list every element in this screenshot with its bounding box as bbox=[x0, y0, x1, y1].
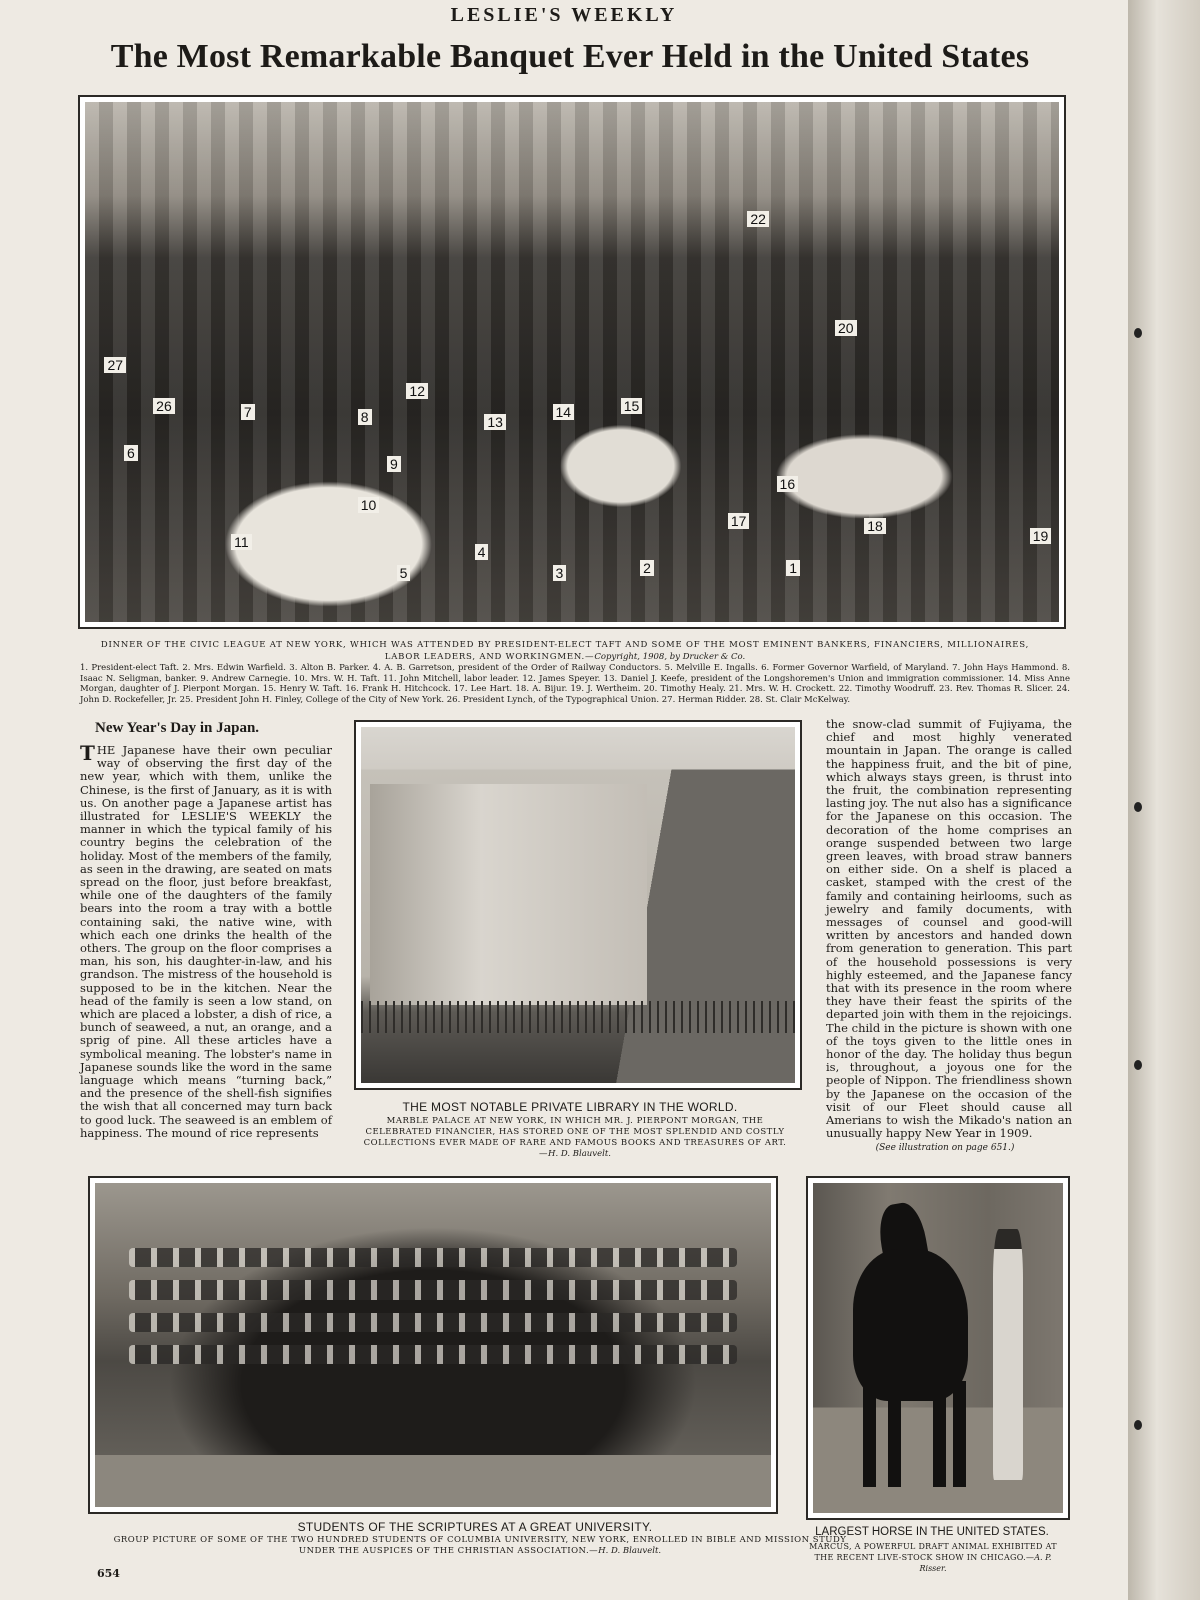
banquet-person-number: 27 bbox=[104, 357, 126, 373]
banquet-person-number: 17 bbox=[728, 513, 750, 529]
banquet-person-number: 1 bbox=[786, 560, 800, 576]
binding-pin bbox=[1134, 1420, 1142, 1430]
library-fence bbox=[361, 1001, 795, 1033]
banquet-person-number: 5 bbox=[397, 565, 411, 581]
horse-leg bbox=[953, 1381, 966, 1487]
page-number: 654 bbox=[97, 1567, 120, 1580]
banquet-person-number: 10 bbox=[358, 497, 380, 513]
see-illustration-note: (See illustration on page 651.) bbox=[875, 1143, 1015, 1153]
article-column-1-text: HE Japanese have their own peculiar way of observing the first day of the new year, which with them, unlike the Chinese, is the first of January, as it is with us. On another page a Japanese artist has illustrated for LESLIE'S WEEKLY the manner in which the typical family of his country begins the celebration of the holiday. Most of the members of the family, as seen in the drawing, are seated on mats spread on the floor, just before breakfast, while one of the daughters of the family bears into the room a tray with a bottle containing saki, the native wine, with which each one drinks the health of the others. The group on the floor comprises a man, his son, his daughter-in-law, and his grandson. The mistress of the household is supposed to be in the kitchen. Near the head of the family is seen a low stand, on which are placed a lobster, a dish of rice, a bunch of seaweed, a nut, an orange, and a sprig of pine. All these articles have a symbolical meaning. The lobster's name in Japanese sounds like the word in the same language which means “turning back,” and the presence of the shell-fish signifies the wish that all concerned may turn back to good luck. The seaweed is an emblem of happiness. The mound of rice represents bbox=[80, 743, 332, 1140]
horse-caption-text: MARCUS, A POWERFUL DRAFT ANIMAL EXHIBITED AT THE RECENT LIVE-STOCK SHOW IN CHICAGO.— bbox=[809, 1542, 1057, 1562]
library-caption-credit: H. D. Blauvelt. bbox=[548, 1149, 611, 1159]
banquet-person-number: 8 bbox=[358, 409, 372, 425]
students-photo-image bbox=[95, 1183, 771, 1507]
banquet-person-number: 26 bbox=[153, 398, 175, 414]
article-column-3: the snow-clad summit of Fujiyama, the chief and most highly venerated mountain in Japan. The orange is called the happiness fruit, and the bit of pine, which always stays green, is thrust into the fruit, the combination representing lasting joy. The nut also has a significance for the Japanese on this occasion. The decoration of the home comprises an orange suspended between two large green leaves, with broad straw banners on either side. On a shelf is placed a casket, stamped with the crest of the family and containing heirlooms, such as jewelry and family documents, with messages of counsel and good-will written by ancestors and handed down from generation to generation. This part of the household possessions is very highly esteemed, and the Japanese fancy that with its presence in the room where they have their feast the spirits of the departed join with them in the rejoicings. The child in the picture is shown with one of the toys given to the little ones in honor of the day. The holiday thus begun is, throughout, a joyous one for the people of Nippon. The friendliness shown by the Japanese on the occasion of the visit of our Fleet should cause all Amerians to wish the Mikado's nation an unusually happy New Year in 1909. bbox=[826, 717, 1072, 1141]
library-caption bbox=[360, 1116, 790, 1160]
binding-pin bbox=[1134, 802, 1142, 812]
banquet-person-number: 6 bbox=[124, 445, 138, 461]
students-caption bbox=[100, 1535, 860, 1557]
handler-figure bbox=[993, 1229, 1023, 1480]
library-building bbox=[370, 784, 648, 1005]
banquet-person-number: 13 bbox=[484, 414, 506, 430]
banquet-person-number: 2 bbox=[640, 560, 654, 576]
banquet-person-number: 19 bbox=[1030, 528, 1052, 544]
students-caption-title: STUDENTS OF THE SCRIPTURES AT A GREAT UNIVERSITY. bbox=[297, 1520, 653, 1534]
banquet-person-number: 12 bbox=[406, 383, 428, 399]
banquet-person-number: 15 bbox=[621, 398, 643, 414]
banquet-person-number: 3 bbox=[553, 565, 567, 581]
banquet-person-number: 22 bbox=[747, 211, 769, 227]
students-caption-text: GROUP PICTURE OF SOME OF THE TWO HUNDRED STUDENTS OF COLUMBIA UNIVERSITY, NEW YORK, ENROLLED IN BIBLE AND MISSION STUDY UNDER THE AUSPICES OF THE CHRISTIAN ASSOCIATION.— bbox=[113, 1535, 847, 1556]
horse-photo bbox=[806, 1176, 1070, 1520]
banquet-person-number: 16 bbox=[777, 476, 799, 492]
article-column-1 bbox=[80, 741, 332, 1140]
horse-caption bbox=[800, 1541, 1066, 1574]
students-row bbox=[129, 1345, 737, 1364]
banquet-person-number: 7 bbox=[241, 404, 255, 420]
library-caption-text: MARBLE PALACE AT NEW YORK, IN WHICH MR. J. PIERPONT MORGAN, THE CELEBRATED FINANCIER, HAS STORED ONE OF THE MOST SPLENDID AND COSTLY COLLECTIONS EVER MADE OF RARE AND FAMOUS BOOKS AND TREASURES OF ART.— bbox=[363, 1116, 787, 1159]
horse-caption-credit: A. P. Risser. bbox=[919, 1553, 1052, 1573]
banquet-person-number: 18 bbox=[864, 518, 886, 534]
library-photo bbox=[354, 720, 802, 1090]
horse-photo-image bbox=[813, 1183, 1063, 1513]
banquet-name-list: 1. President-elect Taft. 2. Mrs. Edwin Warfield. 3. Alton B. Parker. 4. A. B. Garretson, president of the Order of Railway Conductors. 5. Melville E. Ingalls. 6. Former Governor Warfield, of Maryland. 7. John Hays Hammond. 8. Isaac N. Seligman, banker. 9. Andrew Carnegie. 10. Mrs. W. H. Taft. 11. John Mitchell, labor leader. 12. James Speyer. 13. Daniel J. Keefe, president of the Longshoremen's Union and immigration commissioner. 14. Miss Anne Morgan, daughter of J. Pierpont Morgan. 15. Henry W. Taft. 16. Frank H. Hitchcock. 17. Lee Hart. 18. A. Bijur. 19. J. Wertheim. 20. Timothy Healy. 21. Mrs. W. H. Crockett. 22. Timothy Woodruff. 23. Rev. Thomas R. Slicer. 24. John D. Rockefeller, Jr. 25. President John H. Finley, College of the City of New York. 26. President Lynch, of the Typographical Union. 27. Herman Ridder. 28. St. Clair McKelway. bbox=[80, 663, 1070, 705]
horse-leg bbox=[863, 1381, 876, 1487]
horse-body bbox=[853, 1249, 968, 1401]
article-dropcap: T bbox=[80, 741, 95, 765]
banquet-photo-image bbox=[85, 102, 1059, 622]
banquet-person-number: 11 bbox=[231, 534, 252, 550]
banquet-person-number: 4 bbox=[475, 544, 489, 560]
banquet-person-number: 9 bbox=[387, 456, 401, 472]
banquet-caption-text: DINNER OF THE CIVIC LEAGUE AT NEW YORK, WHICH WAS ATTENDED BY PRESIDENT-ELECT TAFT AND SOME OF THE MOST EMINENT BANKERS, FINANCIERS, MILLIONAIRES, LABOR LEADERS, AND WORKINGMEN.— bbox=[100, 640, 1030, 662]
banquet-person-number: 14 bbox=[553, 404, 575, 420]
students-row bbox=[129, 1313, 737, 1332]
horse-caption-title: LARGEST HORSE IN THE UNITED STATES. bbox=[815, 1526, 1049, 1538]
students-row bbox=[129, 1248, 737, 1267]
binding-pin bbox=[1134, 328, 1142, 338]
binding-spine bbox=[1128, 0, 1200, 1600]
banquet-caption bbox=[100, 639, 1030, 663]
masthead: LESLIE'S WEEKLY bbox=[450, 4, 678, 26]
banquet-person-number: 20 bbox=[835, 320, 857, 336]
banquet-caption-credit: Copyright, 1908, by Drucker & Co. bbox=[594, 652, 746, 662]
students-row bbox=[129, 1280, 737, 1299]
library-photo-image bbox=[361, 727, 795, 1083]
banquet-photo bbox=[78, 95, 1066, 629]
horse-leg bbox=[888, 1381, 901, 1487]
headline: The Most Remarkable Banquet Ever Held in the United States bbox=[110, 38, 1030, 75]
binding-pin bbox=[1134, 1060, 1142, 1070]
library-caption-title: THE MOST NOTABLE PRIVATE LIBRARY IN THE WORLD. bbox=[402, 1100, 738, 1114]
article-title: New Year's Day in Japan. bbox=[95, 720, 260, 736]
students-caption-credit: H. D. Blauvelt. bbox=[598, 1546, 662, 1556]
students-photo bbox=[88, 1176, 778, 1514]
horse-leg bbox=[933, 1381, 946, 1487]
